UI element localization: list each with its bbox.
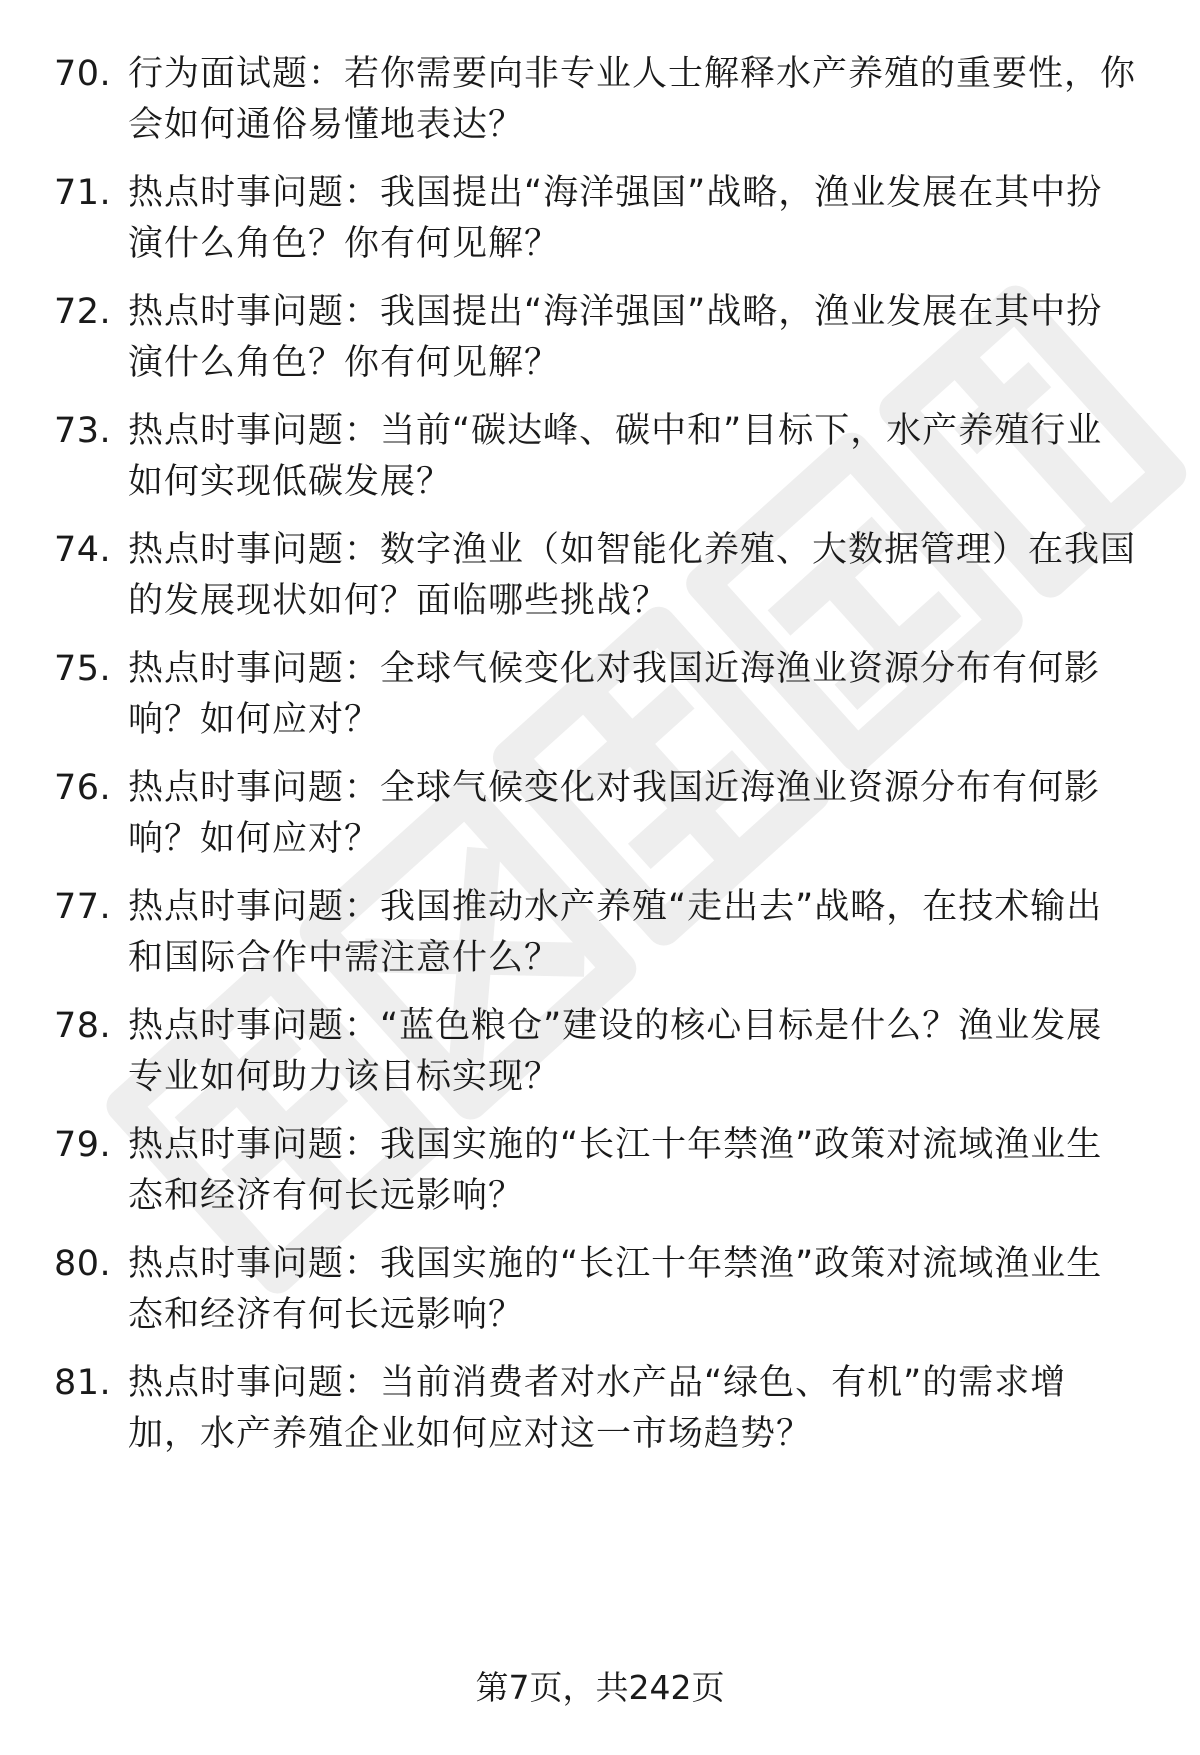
question-item <box>0 1358 1200 1468</box>
question-text: 热点时事问题：我国推动水产养殖“走出去”战略，在技术输出和国际合作中需注意什么？ <box>128 887 1103 978</box>
question-number: 81. <box>54 1363 112 1403</box>
question-number: 71. <box>54 173 112 213</box>
question-number: 72. <box>54 292 112 332</box>
question-text: 热点时事问题：我国实施的“长江十年禁渔”政策对流域渔业生态和经济有何长远影响？ <box>128 1125 1103 1216</box>
question-item <box>0 1239 1200 1349</box>
question-number: 77. <box>54 887 112 927</box>
question-item <box>0 763 1200 873</box>
question-text: 热点时事问题：“蓝色粮仓”建设的核心目标是什么？渔业发展专业如何助力该目标实现？ <box>128 1006 1103 1097</box>
question-number: 78. <box>54 1006 112 1046</box>
question-number: 70. <box>54 54 112 94</box>
question-text: 热点时事问题：我国提出“海洋强国”战略，渔业发展在其中扮演什么角色？你有何见解？ <box>128 292 1103 383</box>
question-item <box>0 525 1200 635</box>
question-text: 热点时事问题：当前“碳达峰、碳中和”目标下，水产养殖行业如何实现低碳发展？ <box>128 411 1103 502</box>
question-item <box>0 1001 1200 1111</box>
question-text: 热点时事问题：我国实施的“长江十年禁渔”政策对流域渔业生态和经济有何长远影响？ <box>128 1244 1103 1335</box>
question-item <box>0 1120 1200 1230</box>
page-footer <box>0 1663 1200 1713</box>
question-item <box>0 882 1200 992</box>
question-text: 热点时事问题：全球气候变化对我国近海渔业资源分布有何影响？如何应对？ <box>128 649 1101 740</box>
question-text: 热点时事问题：我国提出“海洋强国”战略，渔业发展在其中扮演什么角色？你有何见解？ <box>128 173 1103 264</box>
question-number: 75. <box>54 649 112 689</box>
question-text: 热点时事问题：当前消费者对水产品“绿色、有机”的需求增加，水产养殖企业如何应对这一市场趋势？ <box>128 1363 1067 1454</box>
question-item <box>0 287 1200 397</box>
question-number: 74. <box>54 530 112 570</box>
question-item <box>0 168 1200 278</box>
question-number: 76. <box>54 768 112 808</box>
question-item <box>0 644 1200 754</box>
question-text: 热点时事问题：数字渔业（如智能化养殖、大数据管理）在我国的发展现状如何？面临哪些挑战？ <box>128 530 1137 621</box>
question-text: 行为面试题：若你需要向非专业人士解释水产养殖的重要性，你会如何通俗易懂地表达？ <box>128 54 1137 145</box>
question-number: 79. <box>54 1125 112 1165</box>
question-number: 80. <box>54 1244 112 1284</box>
question-item <box>0 49 1200 159</box>
question-number: 73. <box>54 411 112 451</box>
question-item <box>0 406 1200 516</box>
question-text: 热点时事问题：全球气候变化对我国近海渔业资源分布有何影响？如何应对？ <box>128 768 1101 859</box>
page-number-label: 第7页，共242页 <box>475 1668 725 1707</box>
